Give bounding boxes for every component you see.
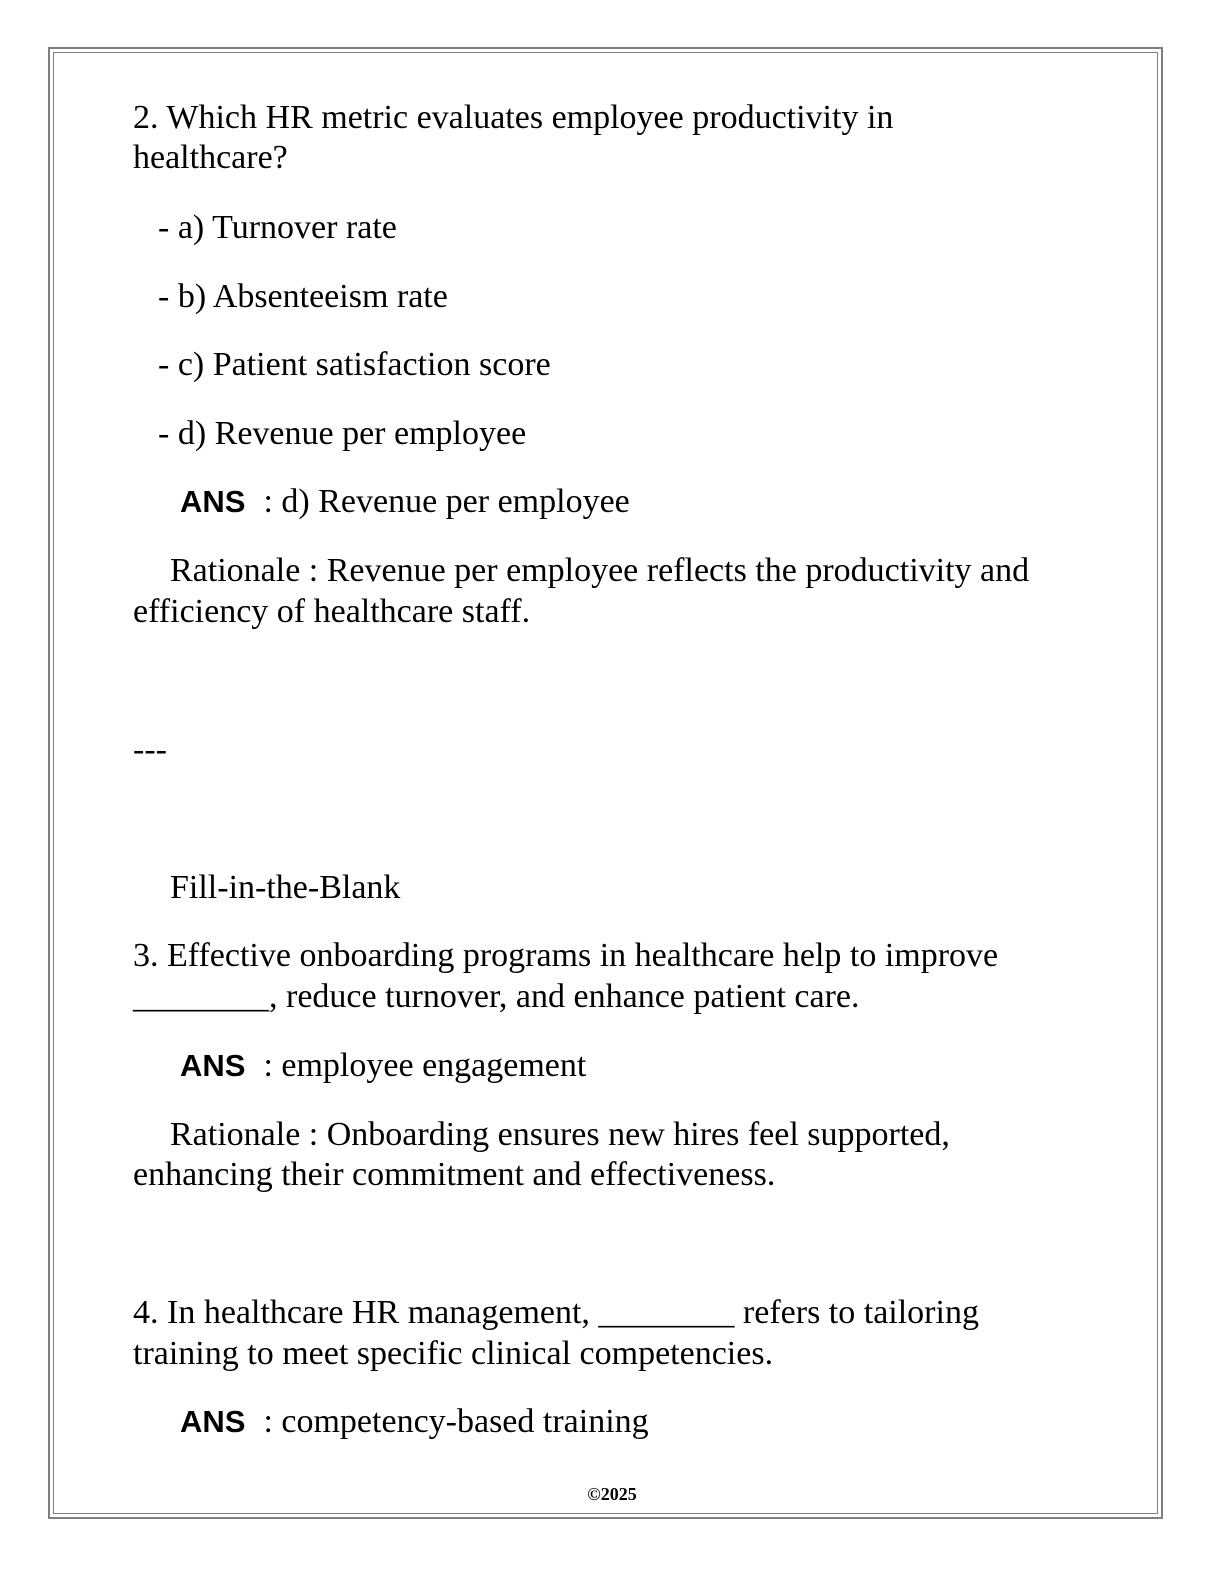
q3-stem-line2: ________, reduce turnover, and enhance patient care. [133,978,860,1015]
section-heading: Fill-in-the-Blank [170,869,401,906]
q4-stem-line1: 4. In healthcare HR management, ________ refers to tailoring [133,1294,979,1331]
q2-rationale-line2: efficiency of healthcare staff. [133,593,531,630]
q4-answer-text: : competency-based training [263,1403,649,1440]
q3-answer-text: : employee engagement [263,1047,587,1084]
q2-answer-label: ANS [180,484,246,519]
q4-answer-label: ANS [180,1404,246,1439]
q2-rationale-line1: Rationale : Revenue per employee reflects the productivity and [170,552,1030,589]
q2-option-a: - a) Turnover rate [158,209,397,246]
copyright-footer: ©2025 [587,1484,637,1504]
q2-answer-text: : d) Revenue per employee [263,483,630,520]
section-separator: --- [133,731,167,768]
q2-option-b: - b) Absenteeism rate [158,278,448,315]
q2-stem-line2: healthcare? [133,139,288,176]
q3-rationale-line2: enhancing their commitment and effectiveness. [133,1156,776,1193]
q4-stem-line2: training to meet specific clinical competencies. [133,1335,774,1372]
q2-stem-line1: 2. Which HR metric evaluates employee productivity in [133,99,894,136]
q4-answer [180,1402,649,1442]
q3-stem-line1: 3. Effective onboarding programs in healthcare help to improve [133,937,999,974]
q2-option-d: - d) Revenue per employee [158,415,527,452]
q2-answer [180,482,630,522]
q3-rationale-line1: Rationale : Onboarding ensures new hires feel supported, [170,1116,950,1153]
q2-option-c: - c) Patient satisfaction score [158,346,551,383]
q3-answer-label: ANS [180,1048,246,1083]
q3-answer [180,1046,586,1086]
